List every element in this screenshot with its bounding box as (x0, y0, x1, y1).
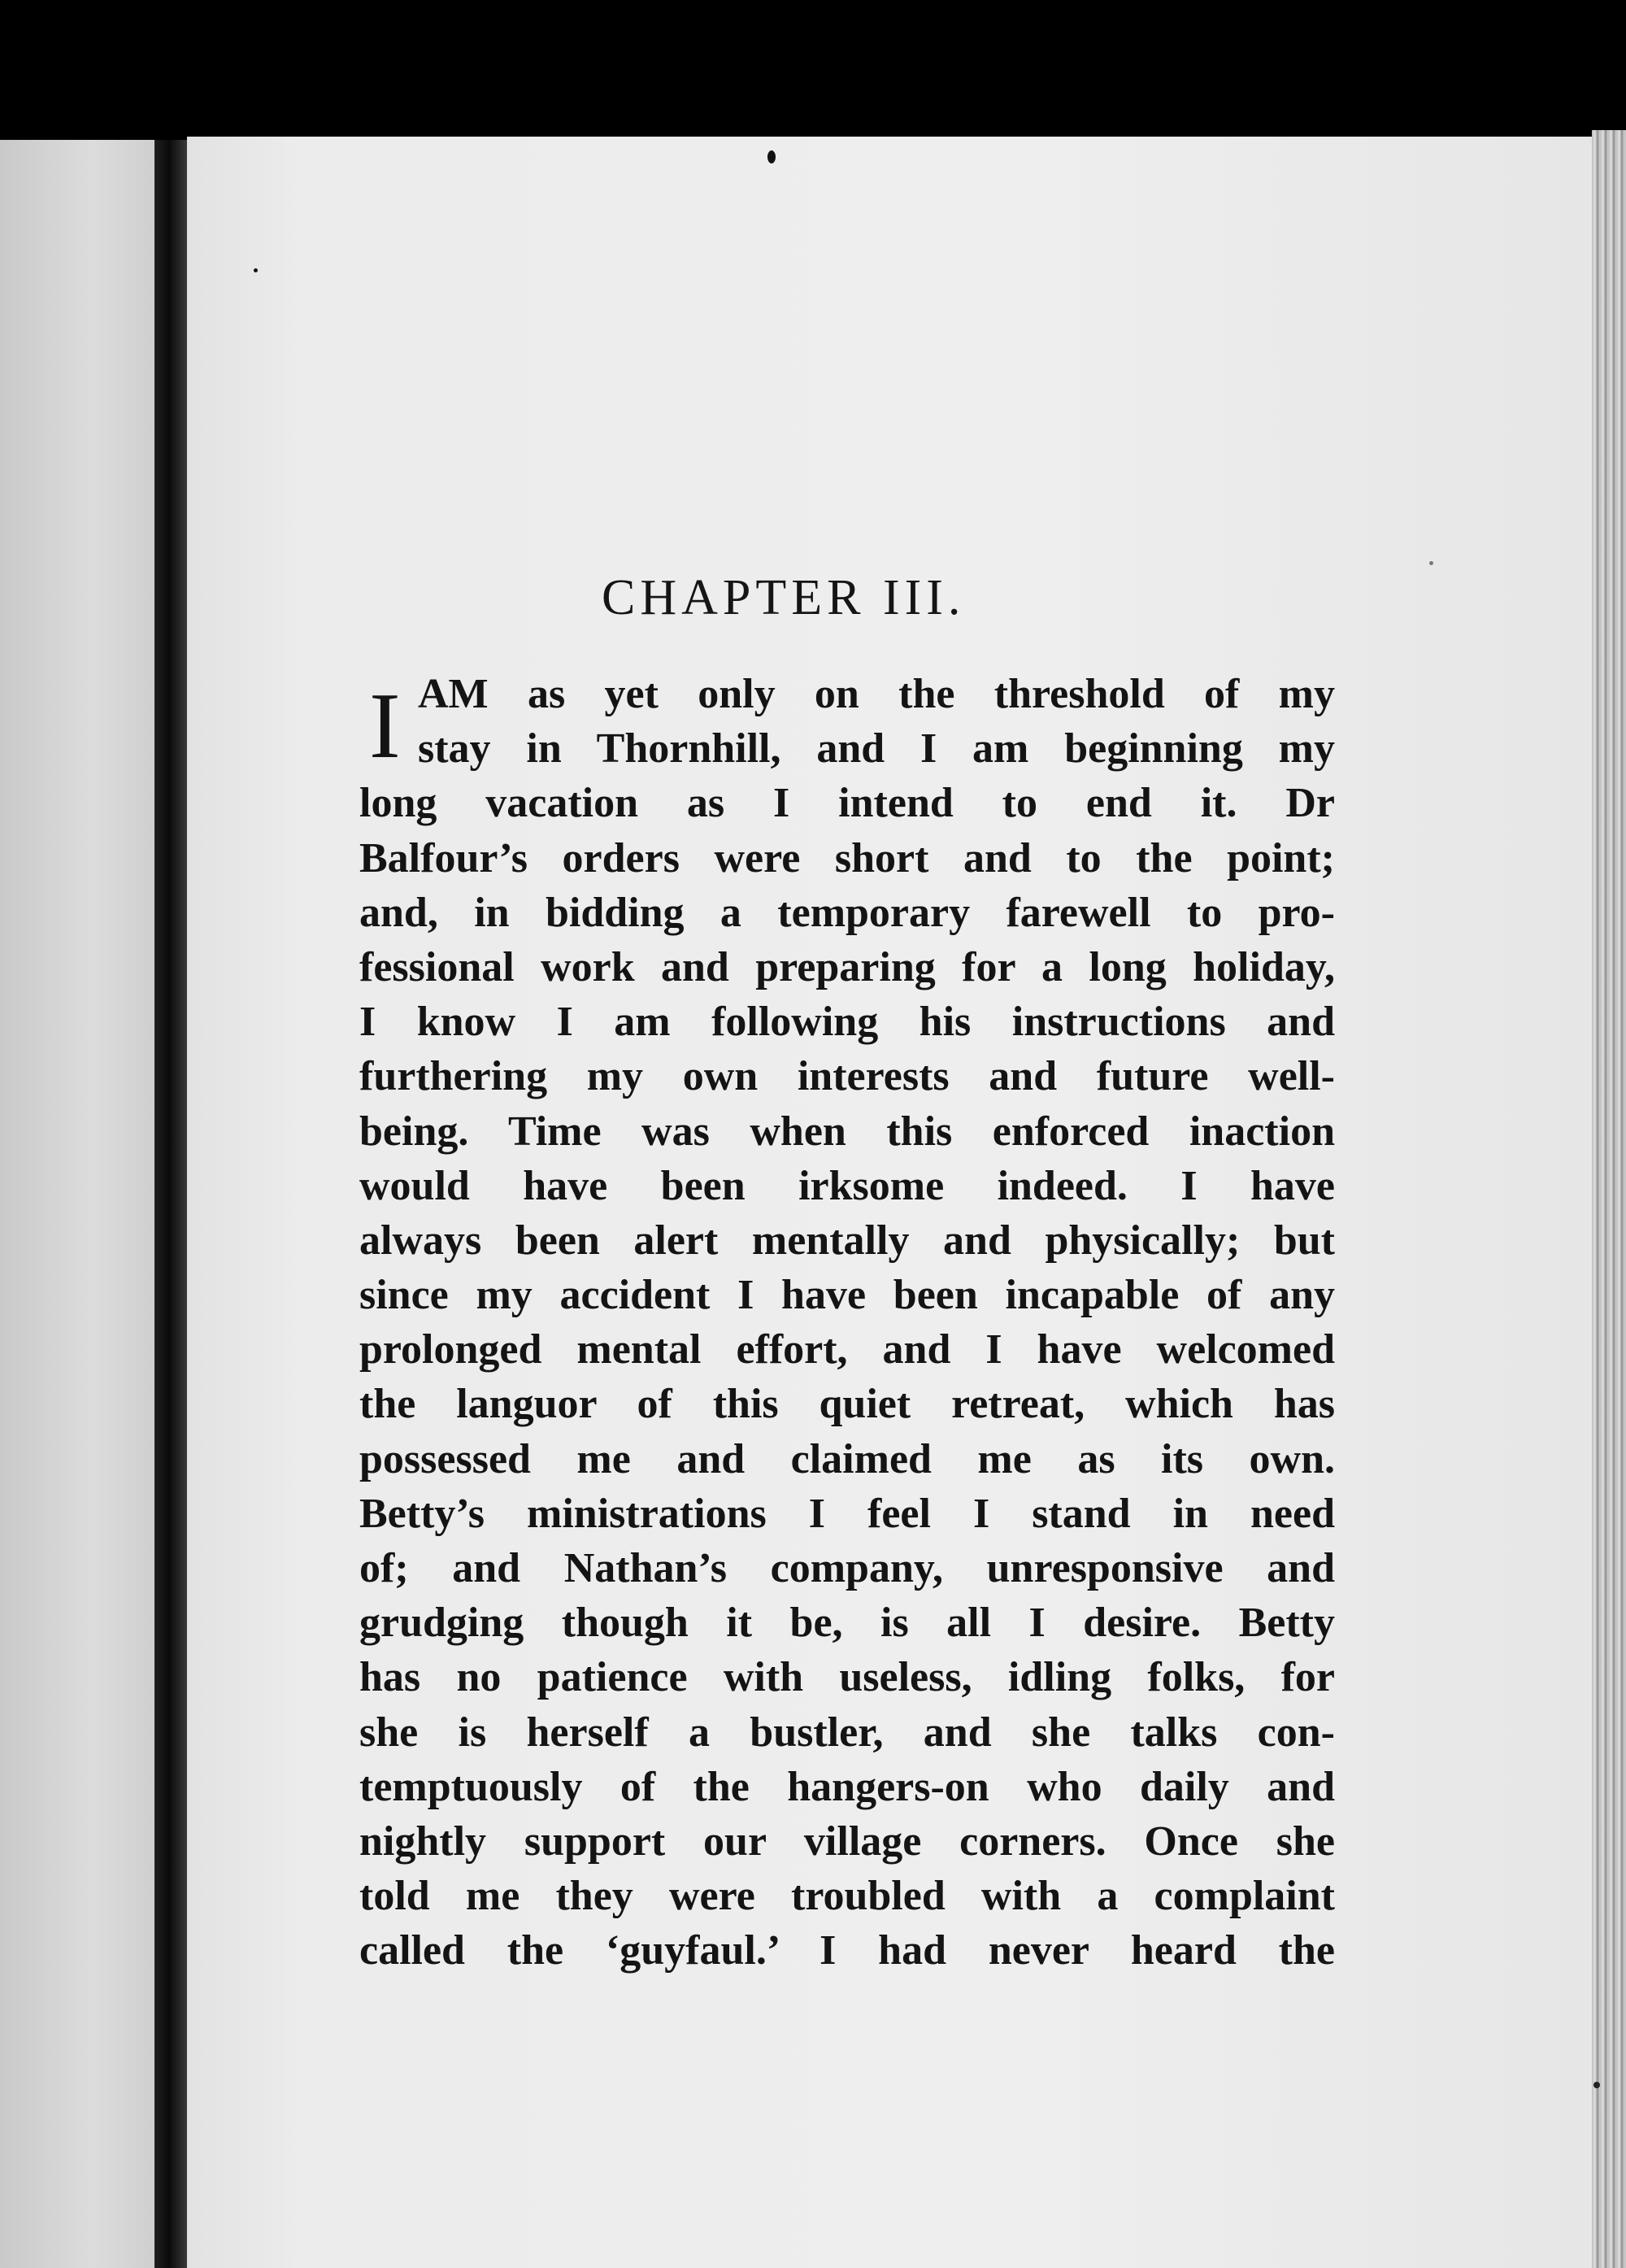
ink-speck (1593, 2082, 1600, 2088)
text-line: Balfour’s orders were short and to the point; (359, 834, 1335, 882)
text-line: furthering my own interests and future well- (359, 1053, 1335, 1100)
text-line: has no patience with useless, idling folks, for (359, 1654, 1335, 1701)
text-line: she is herself a bustler, and she talks con- (359, 1709, 1335, 1756)
text-line: possessed me and claimed me as its own. (359, 1435, 1335, 1482)
text-line: called the ‘guyfaul.’ I had never heard the (359, 1927, 1335, 1974)
chapter-heading: CHAPTER III. (602, 570, 966, 625)
ink-speck (1429, 561, 1433, 565)
text-line: I know I am following his instructions and (359, 999, 1335, 1046)
text-line: and, in bidding a temporary farewell to pro- (359, 889, 1335, 936)
text-line: since my accident I have been incapable of any (359, 1272, 1335, 1319)
text-line: Betty’s ministrations I feel I stand in need (359, 1490, 1335, 1537)
chapter-body-text (359, 667, 1335, 1979)
text-line: fessional work and preparing for a long holiday, (359, 943, 1335, 990)
text-line: of; and Nathan’s company, unresponsive and (359, 1545, 1335, 1591)
text-line: stay in Thornhill, and I am beginning my (418, 725, 1335, 773)
text-line: always been alert mentally and physically; but (359, 1217, 1335, 1264)
ink-speck (254, 268, 258, 272)
text-line: long vacation as I intend to end it. Dr (359, 780, 1335, 827)
page-stack-edge (1592, 130, 1626, 2268)
text-line: told me they were troubled with a complaint (359, 1873, 1335, 1920)
book-binding-gutter (154, 140, 187, 2268)
text-line: nightly support our village corners. Once she (359, 1817, 1335, 1865)
text-line: temptuously of the hangers-on who daily and (359, 1763, 1335, 1810)
drop-cap-letter: I (369, 674, 401, 778)
text-line: the languor of this quiet retreat, which has (359, 1381, 1335, 1428)
text-line: would have been irksome indeed. I have (359, 1162, 1335, 1209)
facing-page-edge (0, 140, 154, 2268)
text-line: grudging though it be, is all I desire. Betty (359, 1600, 1335, 1647)
ink-speck (767, 150, 776, 163)
text-line: being. Time was when this enforced inaction (359, 1108, 1335, 1155)
text-line: AM as yet only on the threshold of my (418, 671, 1335, 717)
text-line: prolonged mental effort, and I have welcomed (359, 1326, 1335, 1373)
